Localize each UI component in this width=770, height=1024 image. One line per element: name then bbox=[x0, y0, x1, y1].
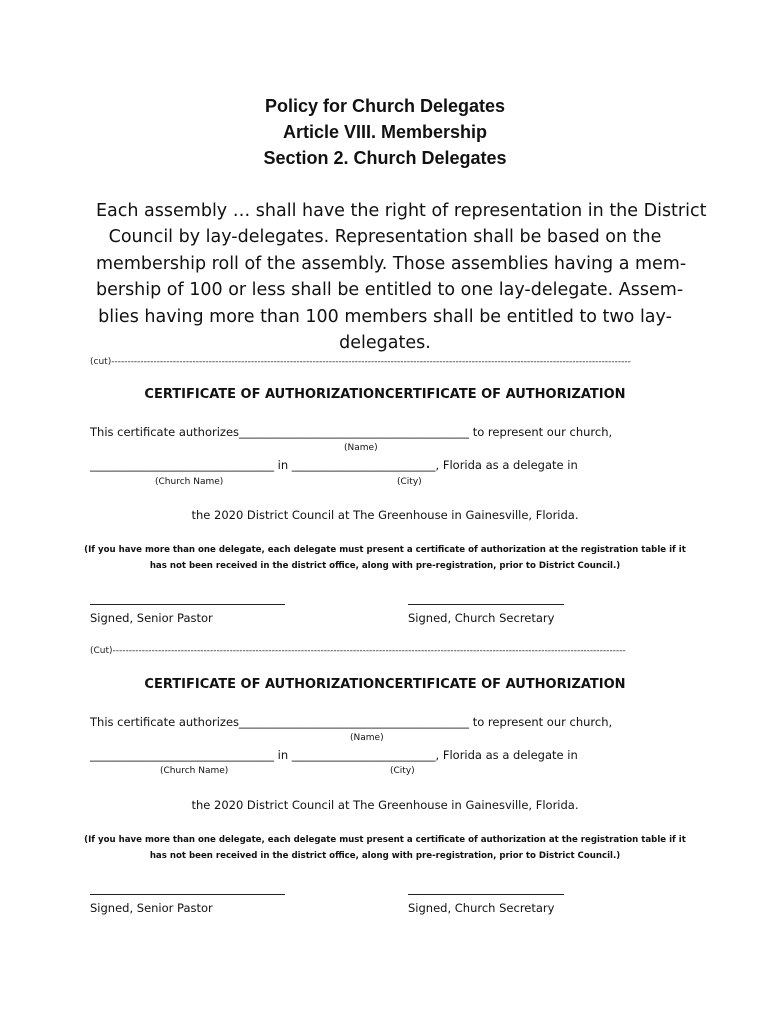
note-line: (If you have more than one delegate, each delegate must present a certificate of authorization at the registration table if it bbox=[84, 835, 686, 845]
policy-line: Council by lay-delegates. Representation shall be based on the bbox=[108, 227, 662, 248]
pastor-signature-line bbox=[90, 894, 285, 895]
secretary-signature-line bbox=[408, 604, 564, 605]
city-caption: (City) bbox=[390, 766, 415, 776]
name-caption: (Name) bbox=[350, 733, 384, 743]
authorizes-line: This certificate authorizes________________________________________ to represent our church, bbox=[90, 715, 613, 729]
note-line: (If you have more than one delegate, each delegate must present a certificate of authorization at the registration table if it bbox=[84, 545, 686, 555]
doc-section: Section 2. Church Delegates bbox=[263, 148, 507, 168]
church-line: ________________________________ in _________________________, Florida as a delegate in bbox=[90, 458, 578, 472]
authorizes-line: This certificate authorizes________________________________________ to represent our church, bbox=[90, 425, 613, 439]
council-line: the 2020 District Council at The Greenhouse in Gainesville, Florida. bbox=[191, 798, 579, 812]
cut-line: (cut)---------------------------------------------------------------------------------------------------------------------------------------------------------------- bbox=[90, 357, 631, 367]
cut-line: (Cut)-------------------------------------------------------------------------------------------------------------------------------------------------------------- bbox=[90, 646, 626, 656]
policy-line: membership roll of the assembly. Those assemblies having a mem- bbox=[96, 253, 687, 274]
church-name-caption: (Church Name) bbox=[160, 766, 229, 776]
secretary-signature-line bbox=[408, 894, 564, 895]
policy-line: bership of 100 or less shall be entitled to one lay-delegate. Assem- bbox=[96, 280, 684, 301]
note-line: has not been received in the district office, along with pre-registration, prior to District Council.) bbox=[149, 561, 621, 571]
note-line: has not been received in the district office, along with pre-registration, prior to District Council.) bbox=[149, 851, 621, 861]
church-line: ________________________________ in _________________________, Florida as a delegate in bbox=[90, 748, 578, 762]
pastor-signature-label: Signed, Senior Pastor bbox=[90, 901, 213, 915]
city-caption: (City) bbox=[397, 477, 422, 487]
secretary-signature-label: Signed, Church Secretary bbox=[408, 611, 555, 625]
certificate-title: CERTIFICATE OF AUTHORIZATIONCERTIFICATE OF AUTHORIZATION bbox=[144, 677, 626, 692]
policy-paragraph bbox=[96, 198, 707, 356]
name-caption: (Name) bbox=[344, 443, 378, 453]
certificate-title: CERTIFICATE OF AUTHORIZATIONCERTIFICATE OF AUTHORIZATION bbox=[144, 387, 626, 402]
secretary-signature-label: Signed, Church Secretary bbox=[408, 901, 555, 915]
policy-line: blies having more than 100 members shall be entitled to two lay- bbox=[98, 306, 672, 327]
council-line: the 2020 District Council at The Greenhouse in Gainesville, Florida. bbox=[191, 508, 579, 522]
church-name-caption: (Church Name) bbox=[155, 477, 224, 487]
pastor-signature-line bbox=[90, 604, 285, 605]
delegate-note bbox=[60, 832, 710, 864]
doc-article: Article VIII. Membership bbox=[282, 122, 488, 142]
policy-line: Each assembly … shall have the right of representation in the District bbox=[96, 201, 707, 221]
doc-title: Policy for Church Delegates bbox=[264, 96, 506, 116]
delegate-note bbox=[60, 542, 710, 574]
policy-line: delegates. bbox=[339, 333, 431, 354]
pastor-signature-label: Signed, Senior Pastor bbox=[90, 611, 213, 625]
